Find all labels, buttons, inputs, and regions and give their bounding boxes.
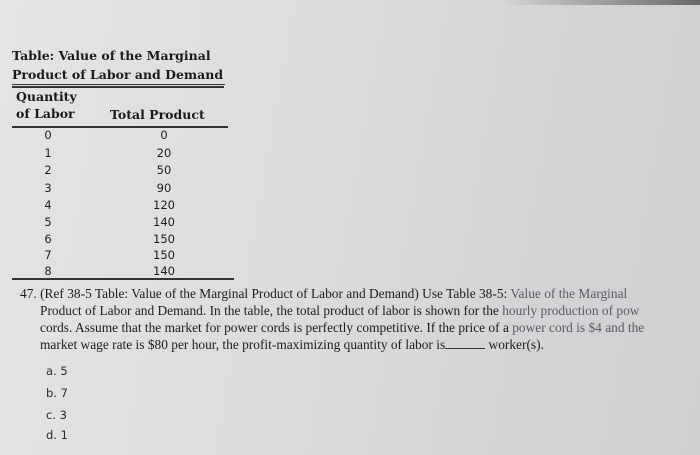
question-text: hourly production of pow — [498, 303, 640, 318]
question-line — [20, 302, 700, 319]
question-47 — [20, 285, 700, 353]
table-cell-quantity: 1 — [44, 146, 52, 160]
column-header-total-product: Total Product — [110, 107, 205, 122]
table-rule-bottom — [12, 278, 234, 280]
table-cell-total-product: 90 — [156, 181, 172, 195]
table-cell-total-product: 140 — [153, 264, 175, 278]
question-line — [20, 285, 700, 302]
table-title-line1: Table: Value of the Marginal — [12, 48, 211, 63]
question-text: 47. (Ref 38-5 Table: Value of the Marginal Product of Labor and Demand) Use Table 38-5: — [20, 286, 508, 301]
table-cell-quantity: 6 — [44, 232, 52, 246]
question-text: Value of the Marginal — [507, 286, 628, 301]
table-cell-total-product: 20 — [156, 146, 172, 160]
table-cell-total-product: 140 — [153, 215, 175, 229]
table-cell-quantity: 3 — [44, 181, 52, 195]
table-cell-quantity: 0 — [44, 128, 52, 142]
table-cell-quantity: 5 — [44, 215, 52, 229]
table-title — [12, 46, 225, 85]
table-cell-quantity: 7 — [44, 248, 52, 262]
question-text: Product of Labor and Demand. In the table, the total product of labor is shown for the — [40, 303, 499, 318]
table-cell-total-product: 120 — [153, 198, 175, 212]
column-header-quantity — [16, 88, 77, 122]
table-cell-total-product: 50 — [156, 163, 172, 177]
answer-option-d[interactable]: d. 1 — [46, 428, 68, 442]
photo-shadow — [500, 0, 700, 5]
question-text: cords. Assume that the market for power cords is perfectly competitive. If the price of a — [40, 320, 509, 335]
answer-option-c[interactable]: c. 3 — [46, 408, 67, 422]
table-cell-total-product: 0 — [160, 128, 168, 142]
table-cell-total-product: 150 — [153, 248, 175, 262]
table-title-line2: Product of Labor and Demand — [12, 65, 225, 85]
column-header-quantity-line2: of Labor — [16, 106, 75, 121]
answer-blank — [445, 337, 485, 349]
question-line — [20, 319, 700, 336]
table-cell-quantity: 4 — [44, 198, 52, 212]
column-header-quantity-line1: Quantity — [16, 89, 77, 104]
answer-option-a[interactable]: a. 5 — [46, 364, 68, 378]
table-cell-quantity: 8 — [44, 264, 52, 278]
answer-option-b[interactable]: b. 7 — [46, 386, 68, 400]
table-cell-quantity: 2 — [44, 163, 52, 177]
question-text: power cord is $4 and the — [508, 320, 645, 335]
table-cell-total-product: 150 — [153, 232, 175, 246]
question-text: market wage rate is $80 per hour, the profit-maximizing quantity of labor is — [40, 337, 446, 352]
question-line — [20, 336, 700, 353]
question-text: worker(s). — [485, 337, 544, 352]
